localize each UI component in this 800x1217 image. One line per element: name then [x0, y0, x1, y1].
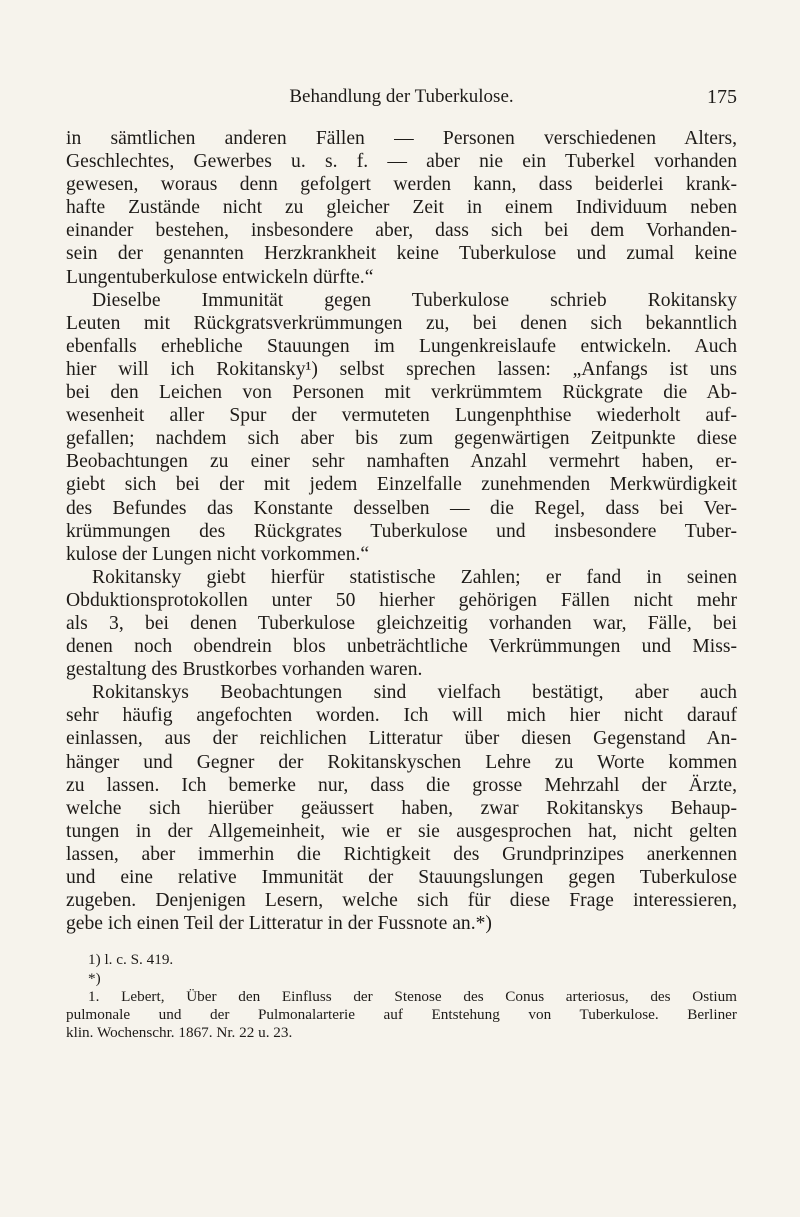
page-header	[66, 86, 737, 116]
text-line: in sämtlichen anderen Fällen — Personen verschiedenen Alters,	[66, 128, 737, 149]
text-line: ebenfalls erhebliche Stauungen im Lungenkreislaufe entwickeln. Auch	[66, 335, 737, 357]
document-page	[66, 86, 737, 1043]
text-line: gewesen, woraus denn gefolgert werden kann, dass beiderlei krank-	[66, 174, 737, 196]
footnote-1: 1) l. c. S. 419.	[88, 951, 174, 969]
footnote-reference: 1. Lebert, Über den Einfluss der Stenose des Conus arteriosus, des Ostium	[88, 987, 737, 1005]
text-line: welche sich hierüber geäussert haben, zwar Rokitanskys Behaup-	[66, 797, 737, 819]
text-line: sehr häufig angefochten worden. Ich will mich hier nicht darauf	[66, 705, 737, 727]
text-line: hier will ich Rokitansky¹) selbst sprechen lassen: „Anfangs ist uns	[66, 358, 737, 380]
text-line: tungen in der Allgemeinheit, wie er sie ausgesprochen hat, nicht gelten	[66, 820, 737, 842]
paragraph-first-line: Dieselbe Immunität gegen Tuberkulose schrieb Rokitansky	[92, 289, 737, 311]
text-line: kulose der Lungen nicht vorkommen.“	[66, 543, 370, 565]
text-line: sein der genannten Herzkrankheit keine Tuberkulose und zumal keine	[66, 243, 737, 265]
page-number: 175	[707, 86, 737, 108]
text-line: Obduktionsprotokollen unter 50 hierher gehörigen Fällen nicht mehr	[66, 589, 737, 611]
text-line: lassen, aber immerhin die Richtigkeit des Grundprinzipes anerkennen	[66, 843, 737, 865]
body-text	[66, 127, 737, 935]
footnote-marker: *)	[88, 969, 101, 987]
text-line: giebt sich bei der mit jedem Einzelfalle zunehmenden Merkwürdigkeit	[66, 474, 737, 496]
text-line: des Befundes das Konstante desselben — die Regel, dass bei Ver-	[66, 497, 737, 519]
text-line: gebe ich einen Teil der Litteratur in der Fussnote an.*)	[66, 913, 492, 935]
text-line: bei den Leichen von Personen mit verkrümmtem Rückgrate die Ab-	[66, 382, 737, 404]
text-line: als 3, bei denen Tuberkulose gleichzeitig vorhanden war, Fälle, bei	[66, 612, 737, 634]
footnotes	[66, 951, 737, 1042]
footnote-reference-continued: klin. Wochenschr. 1867. Nr. 22 u. 23.	[66, 1024, 293, 1042]
paragraph-first-line: Rokitansky giebt hierfür statistische Zahlen; er fand in seinen	[92, 566, 737, 588]
text-line: hafte Zustände nicht zu gleicher Zeit in einem Individuum neben	[66, 197, 737, 219]
running-title: Behandlung der Tuberkulose.	[289, 86, 514, 107]
text-line: und eine relative Immunität der Stauungslungen gegen Tuberkulose	[66, 867, 737, 888]
text-line: gestaltung des Brustkorbes vorhanden waren.	[66, 659, 423, 681]
text-line: zugeben. Denjenigen Lesern, welche sich für diese Frage interessieren,	[66, 890, 737, 912]
text-line: Geschlechtes, Gewerbes u. s. f. — aber nie ein Tuberkel vorhanden	[66, 151, 737, 173]
text-line: Leuten mit Rückgratsverkrümmungen zu, bei denen sich bekanntlich	[66, 312, 737, 334]
text-line: zu lassen. Ich bemerke nur, dass die grosse Mehrzahl der Ärzte,	[66, 774, 737, 796]
text-line: krümmungen des Rückgrates Tuberkulose und insbesondere Tuber-	[66, 520, 737, 542]
text-line: einlassen, aus der reichlichen Litteratur über diesen Gegenstand An-	[66, 728, 737, 750]
text-line: einander bestehen, insbesondere aber, dass sich bei dem Vorhanden-	[66, 220, 737, 242]
footnote-reference-continued: pulmonale und der Pulmonalarterie auf Entstehung von Tuberkulose. Berliner	[66, 1006, 737, 1024]
text-line: denen noch obendrein blos unbeträchtliche Verkrümmungen und Miss-	[66, 636, 737, 658]
paragraph-first-line: Rokitanskys Beobachtungen sind vielfach bestätigt, aber auch	[92, 682, 737, 704]
text-line: Lungentuberkulose entwickeln dürfte.“	[66, 266, 374, 288]
text-line: Beobachtungen zu einer sehr namhaften Anzahl vermehrt haben, er-	[66, 451, 737, 473]
text-line: hänger und Gegner der Rokitanskyschen Lehre zu Worte kommen	[66, 751, 737, 773]
text-line: gefallen; nachdem sich aber bis zum gegenwärtigen Zeitpunkte diese	[66, 428, 737, 450]
text-line: wesenheit aller Spur der vermuteten Lungenphthise wiederholt auf-	[66, 405, 737, 427]
